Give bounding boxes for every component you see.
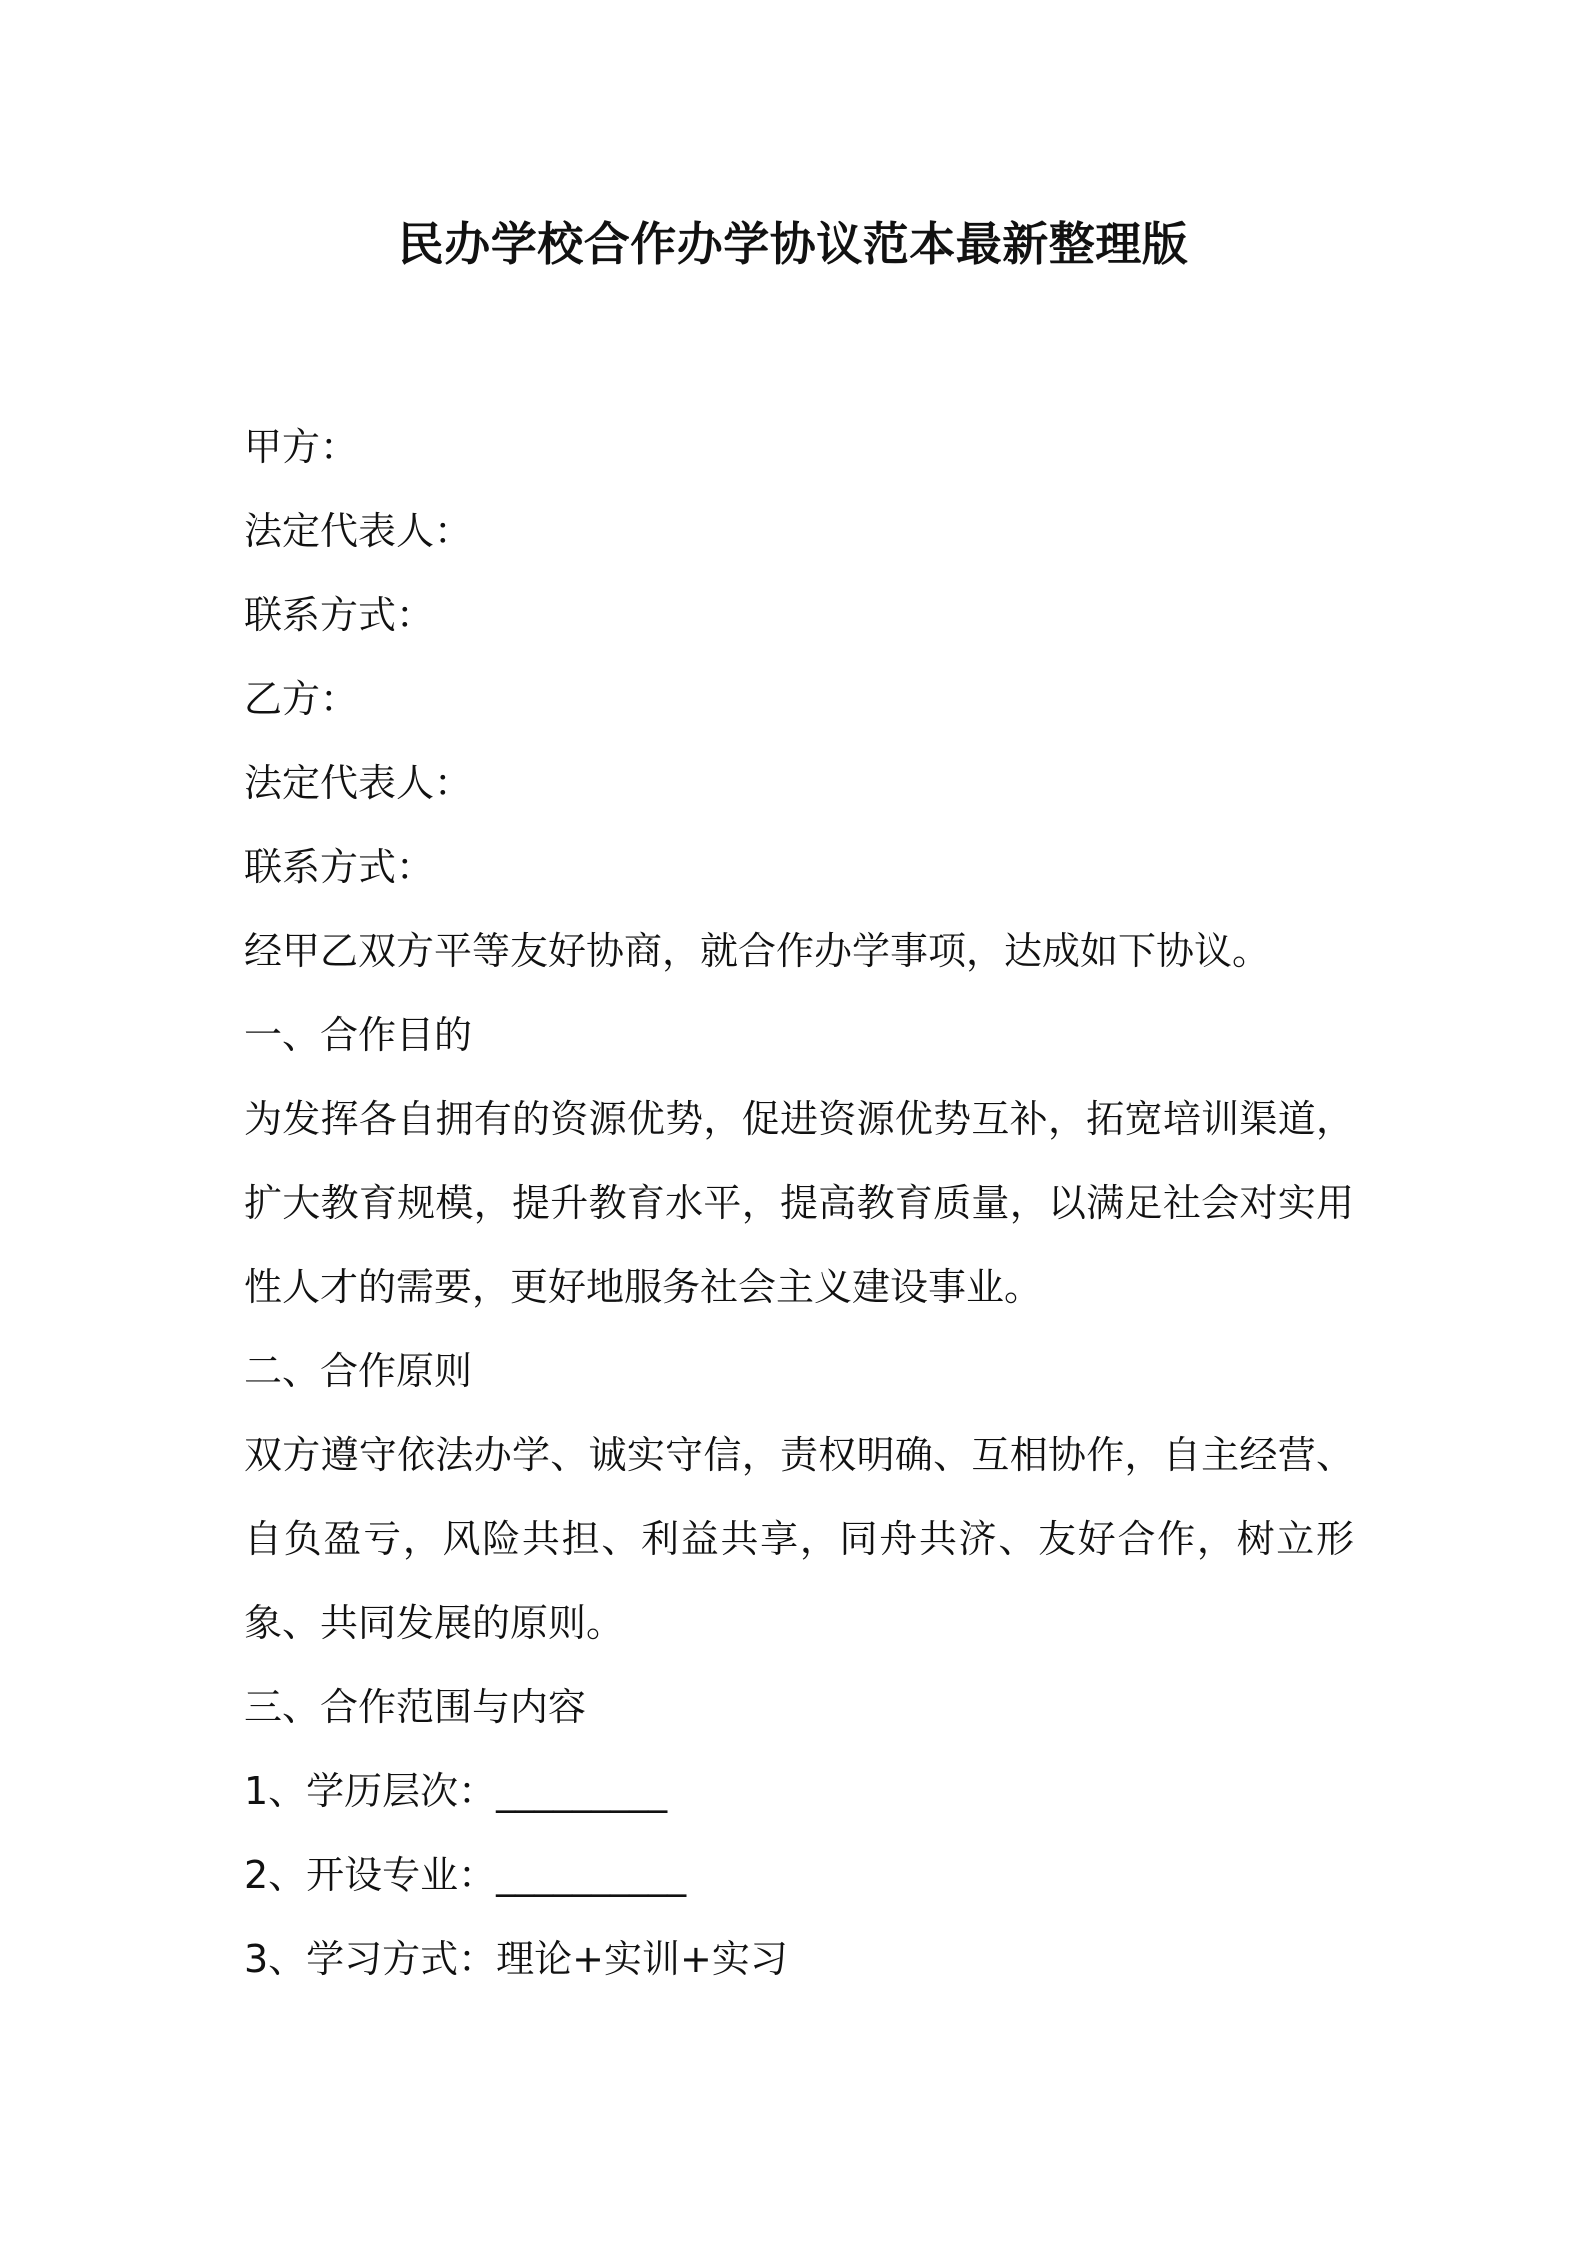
intro-paragraph: 经甲乙双方平等友好协商，就合作办学事项，达成如下协议。 [244,929,1271,973]
party-a-contact-label: 联系方式： [244,593,435,637]
party-a-representative-label: 法定代表人： [244,509,473,553]
document-title: 民办学校合作办学协议范本最新整理版 [397,217,1189,271]
scope-item-majors: 2、开设专业：__________ [244,1853,687,1897]
section-body-principles: 双方遵守依法办学、诚实守信，责权明确、互相协作，自主经营、自负盈亏，风险共担、利益共享，同舟共济、友好合作，树立形象、共同发展的原则。 [244,1433,1354,1645]
party-b-name-label: 乙方： [244,677,359,721]
party-b-contact-label: 联系方式： [244,845,435,889]
party-b-representative-label: 法定代表人： [244,761,473,805]
scope-item-education-level: 1、学历层次：_________ [244,1769,668,1813]
party-a-name-label: 甲方： [244,425,359,469]
scope-item-study-mode: 3、学习方式：理论+实训+实习 [244,1937,788,1981]
section-heading-purpose: 一、合作目的 [244,1013,473,1057]
section-heading-principles: 二、合作原则 [244,1349,473,1393]
document-body [244,405,1354,2001]
section-heading-scope: 三、合作范围与内容 [244,1685,587,1729]
section-body-purpose: 为发挥各自拥有的资源优势，促进资源优势互补，拓宽培训渠道，扩大教育规模，提升教育水平，提高教育质量，以满足社会对实用性人才的需要，更好地服务社会主义建设事业。 [244,1097,1354,1309]
